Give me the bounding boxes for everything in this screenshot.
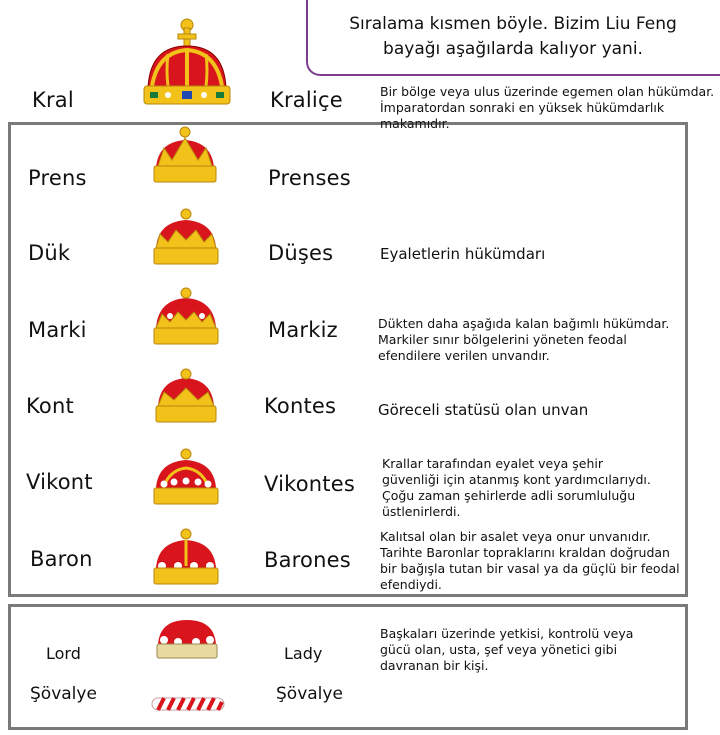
rank-description: Göreceli statüsü olan unvan (378, 401, 589, 419)
rank-male-title: Marki (28, 318, 87, 342)
desc-line: Başkaları üzerinde yetkisi, kontrolü veya (380, 626, 634, 641)
desc-line: Krallar tarafından eyalet veya şehir (382, 456, 604, 471)
baron-crown-icon (150, 526, 222, 588)
rank-female-title: Barones (264, 548, 351, 572)
desc-line: efendiydi. (380, 577, 442, 592)
marquess-crown-icon (150, 286, 222, 348)
rank-description (380, 529, 690, 593)
rank-female-title: Lady (284, 644, 323, 663)
desc-line: Dükten daha aşağıda kalan bağımlı hükümdar. (378, 316, 670, 331)
desc-line: davranan bir kişi. (380, 658, 489, 673)
callout-line-1: Sıralama kısmen böyle. Bizim Liu Feng (349, 14, 677, 34)
desc-line: İmparatordan sonraki en yüksek hükümdarlık makamıdır. (380, 100, 665, 131)
rank-female-title: Şövalye (276, 684, 343, 704)
desc-line: gücü olan, usta, şef veya yönetici gibi (380, 642, 618, 657)
callout-line-2: bayağı aşağılarda kalıyor yani. (383, 39, 643, 59)
desc-line: güvenliği için atanmış kont yardımcılarıydı. (382, 472, 651, 487)
rank-male-title: Kont (26, 394, 74, 418)
rank-male-title: Dük (28, 241, 71, 265)
rank-female-title: Düşes (268, 241, 334, 265)
rank-male-title: Şövalye (30, 684, 97, 704)
rank-description (378, 316, 678, 364)
duke-crown-icon (150, 208, 222, 268)
viscount-crown-icon (150, 446, 222, 508)
desc-line: Çoğu zaman şehirlerde adli sorumluluğu (382, 488, 636, 503)
prince-crown-icon (150, 126, 220, 188)
rank-description: Eyaletlerin hükümdarı (380, 245, 546, 263)
desc-line: bir bağışla tutan bir vasal ya da güçlü bir feodal (380, 561, 680, 576)
desc-line: efendilere verilen unvandır. (378, 348, 550, 363)
rank-female-title: Prenses (268, 166, 351, 190)
desc-line: Tarihte Baronlar topraklarını kraldan doğrudan (380, 545, 670, 560)
rank-description (380, 84, 720, 132)
rank-female-title: Vikontes (264, 472, 356, 496)
rank-male-title: Kral (32, 88, 74, 112)
desc-line: Bir bölge veya ulus üzerinde egemen olan hükümdar. (380, 84, 715, 99)
desc-line: Markiler sınır bölgelerini yöneten feodal (378, 332, 627, 347)
knight-wreath-icon (150, 694, 226, 714)
lord-cap-icon (154, 616, 220, 662)
rank-male-title: Vikont (26, 470, 93, 494)
royal-crown-icon (138, 16, 236, 110)
rank-male-title: Baron (30, 547, 93, 571)
rank-female-title: Markiz (268, 318, 338, 342)
desc-line: üstlenirlerdi. (382, 504, 461, 519)
rank-description (380, 626, 680, 674)
rank-male-title: Prens (28, 166, 87, 190)
rank-female-title: Kraliçe (270, 88, 343, 112)
desc-line: Kalıtsal olan bir asalet veya onur unvanıdır. (380, 529, 651, 544)
count-crown-icon (152, 368, 220, 426)
rank-male-title: Lord (46, 644, 81, 663)
callout-text (318, 12, 708, 62)
rank-description (382, 456, 682, 520)
rank-female-title: Kontes (264, 394, 337, 418)
